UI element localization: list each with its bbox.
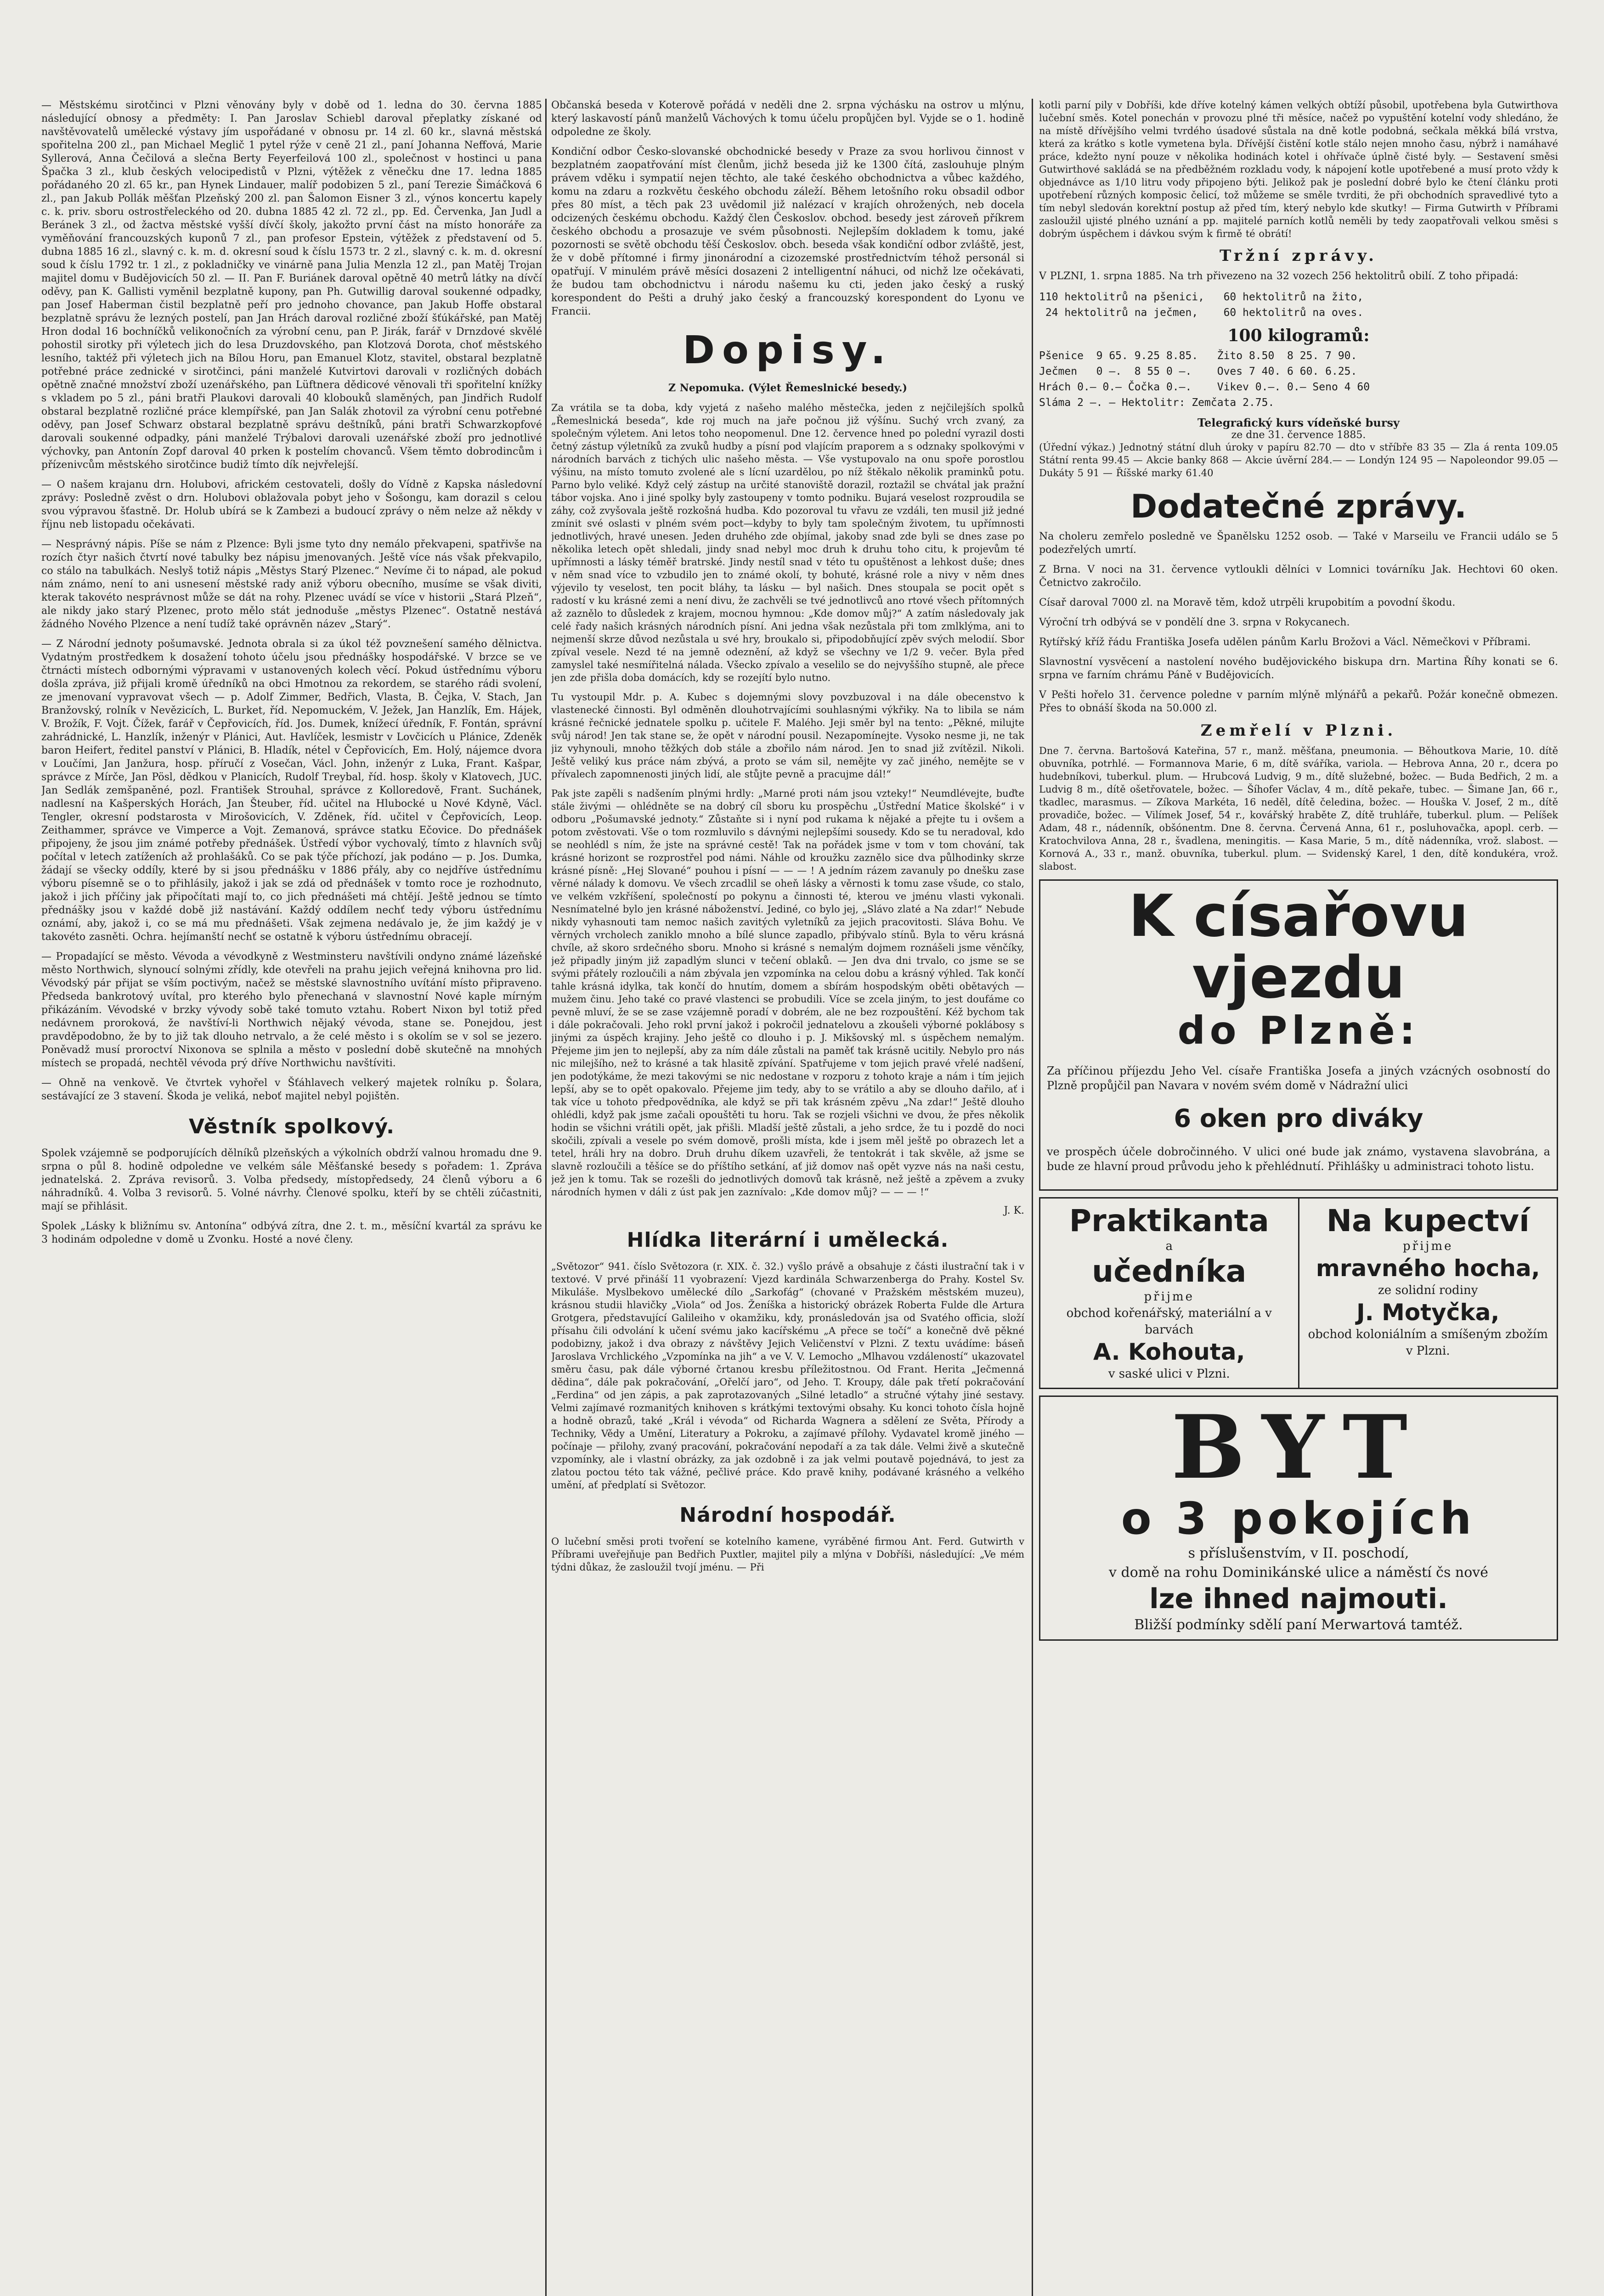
- ad-apartment-subtitle: o 3 pokojích: [1121, 1493, 1476, 1544]
- column-divider: [1032, 99, 1033, 2296]
- article-fires: — Ohně na venkově. Ve čtvrtek vyhořel v Šťáhlavech velkerý majetek rolníku p. Šolara, sestávající ze 3 stavení. Škoda je veliká, neboť majitel nebyl pojištěn.: [41, 1077, 542, 1102]
- ad-shop-boy-location: obchod koloniálním a smíšeným zbožím v Plzni.: [1308, 1328, 1548, 1358]
- section-heading-late-news: Dodatečné zprávy.: [1130, 488, 1467, 525]
- ad-emperor-visit: [1039, 879, 1558, 1191]
- article-st-anthony: Spolek „Lásky k bližnímu sv. Antonína“ odbývá zítra, dne 2. t. m., měsíční kvartál za správu ke 3 hodinám odpoledne v domě u Zvonku. Hosté a nové členy.: [41, 1221, 542, 1245]
- column-right: [1039, 99, 1558, 2296]
- ad-emperor-title: K císařovu vjezdu: [1129, 882, 1468, 1011]
- market-price-table: [1039, 348, 1558, 411]
- price-row: Ječmen 0 —. 8 55 0 —. Oves 7 40. 6 60. 6.25.: [1039, 366, 1357, 377]
- market-heading: Tržní zprávy.: [1220, 247, 1378, 265]
- section-heading-economy: Národní hospodář.: [679, 1503, 896, 1527]
- article-orphanage-donations: — Městskému sirotčinci v Plzni věnovány byly v době od 1. ledna do 30. června 1885 následující obnosy a předměty: I. Pan Jaroslav Schiebl daroval přeplatky získané od navštěvovatelů umělecké výstavy jím uspořádané v obnosu pr. 14 zl. 60 kr., slavná městská spořitelna 200 zl., pan Michael Meglič 1 pytel rýže v ceně 21 zl., paní Johanna Neffová, Marie Syllerová, Anna Čečilová a slečna Berty Feyerfeilová 100 zl., společnost v hostinci u pana Špačka 3 zl., klub českých velocipedistů v Plzni, výtěžek z věnečku dne 17. ledna 1885 pořádaného 20 zl. 65 kr., pan Hynek Lindauer, malíř podobizen 5 zl., paní Terezie Šimáčková 6 zl., pan Jakub Pollák měšťan Plzeňský 200 zl. pan Šalomon Eisner 3 zl., výnos koncertu kapely c. k. priv. sboru ostrostřeleckého od 20. dubna 1885 42 zl. 72 zl., pp. Ed. Červenka, Jan Judl a Beránek 3 zl., od žactva městské vyšší dívčí školy, jakožto první část na místo honoráře za vyměňování francouzských kuponů 7 zl., pan profesor Epstein, výtěžek z představení od 5. dubna 1885 16 zl., slavný c. k. m. d. okresní soud k číslu 1573 tr. 2 zl., slavný c. k. m. d. okresní soud k číslu 1792 tr. 1 zl., z pokladničky ve vinárně pana Julia Menzla 12 zl., pan Matěj Trojan majitel domu v Budějovicích 50 zl. — II. Pan F. Buriánek daroval opětně 40 metrů látky na dívčí oděvy, pan K. Gallisti vyměnil bezplatně kupony, pan Ph. Gutwillig daroval soukenné odpadky, pan Josef Haberman čistil bezplatně peří pro jednoho chovance, pan Jakub Hoffe obstaral bezplatně správu že lezných postelí, pan Jan Hrách daroval rozličné zboží šťúkářské, pan Matěj Hron dodal 16 bochníčků velikonočních za výrobní cenu, pan P. Jirák, farář v Drnzdové skvělé pohostil sirotky při výletech jich do lesa Druzdovského, pan Klotzová Dorota, choť městského lesního, taktéž při výletech jich na Bílou Horu, pan Emanuel Klotz, stavitel, obstaral bezplatně potřebné práce zednické v sirotčinci, páni manželé Kutvirtovi darovali v rozličných dobách opětně značné množství zboží uzenářského, pan Lüftnera dědicové věnovali tři spořitelní knížky s vkladem po 5 zl., páni bratři Plaukovi darovali 40 klobouků slaměných, pan Jindřich Rudolf obstaral bezplatně rozličné práce klempířské, pan Jan Salák zhotovil za výrobní cenu potřebné oděvy, pan Josef Schwarz obstaral bezplatně správu deštníků, páni bratři Schwarzkopfové darovali soukenné odpadky, páni manželé Trýbalovi darovali uzenářské zboží pro jednotlivé výchovky, pan Antonín Zopf daroval 40 prken k postelím chovanců. Všem těmto dobrodincům i přízenivcům městského sirotčince budiž tímto dík nejvřelejší.: [41, 100, 542, 471]
- article-chemical-mixture: O lučební směsi proti tvoření se kotelního kamene, vyráběné firmou Ant. Ferd. Gutwirth v Příbrami uveřejňuje pan Bedřich Puxtler, majitel pily a mlýna v Dobříši, následující: „Ve mém týdni důkaz, že zasloužil tvojí jménu. — Při: [551, 1536, 1024, 1573]
- late-news-market: Výroční trh odbývá se v pondělí dne 3. srpna v Rokycanech.: [1039, 617, 1350, 628]
- ad-shop-boy-title-2: mravného hocha,: [1316, 1255, 1540, 1282]
- letter-heading: Z Nepomuka. (Výlet Řemeslnické besedy.): [668, 382, 907, 394]
- article-sinking-town: — Propadající se město. Vévoda a vévodkyně z Westminsteru navštívili ondyno známé lázeňské město Northwich, slynoucí solnými zřídly, kde otevřeli na prahu jejich veřejná knihovna pro lid. Vévodský pár přijat se vším poctivým, načež se městské slavnostního uvítání místo připraveno. Předseda bankrotový uvítal, pro kterého bylo přenechaná v slavnostní Nové kaple mírným přikázáním. Vévodské v brzky vývody sobě také tomuto vztahu. Robert Nixon byl totiž před nedávnem proroková, že navštíví-li Northwich nějaký vévoda, stane se. Ponejdou, jest pravděpodobno, že by to již tak dlouho netrvalo, a že celé město i s okolím se v sol se jezero. Poněvadž musí proroctví Nixonova se splnila a město v poslední době skutečně na mnohých místech se propadá, nechtěl vévoda prý dříve Northwichu navštíviti.: [41, 951, 542, 1069]
- ad-emperor-subtitle: do Plzně:: [1177, 1008, 1420, 1053]
- ad-apartment-line: v domě na rohu Dominikánské ulice a náměstí čs nové: [1109, 1564, 1488, 1581]
- article-sumava-union: — Z Národní jednoty pošumavské. Jednota obrala si za úkol též povznešení samého dělnictva. Vydatným prostředkem k dosažení tohoto účelu jsou přednášky hospodářské. V brzce se ve čtrnácti místech odbornými výpravami v ustanovených kolech věcí. Pokud ústřednímu výboru došla zpráva, již přijali kromě úředníků na obci Hmotnou za rekordem, se starého rádi svolení, ze jmenovaní vypravovat všech — p. Adolf Zimmer, Bedřich, Vlasta, B. Čejka, V. Stach, Jan Branžovský, rolník v Nevězicích, L. Burket, říd. Nepomuckém, V. Ježek, Jan Hanzlík, Em. Hájek, V. Brožík, F. Vojt. Čížek, farář v Čepřovicích, říd. Jos. Dumek, knížecí úředník, F. Fontán, správní zahrádnické, L. Hanzlík, inženýr v Plánici, Aut. Havlíček, lesmistr v Lovčicích u Plánice, Zdeněk baron Heifert, ředitel panství v Plánici, B. Hladík, nétel v Čepřovicích, Em. Holý, nájemce dvora v Loučími, Jan Janžura, hosp. příručí z Vosečan, Václ. John, inženýr z Luka, Frant. Kašpar, správce z Mírče, Jan Pösl, dědkou v Planicích, Rudolf Treybal, říd. hosp. školy v Klatovech, JUC. Jan Sedlák zemšpaněné, pozl. František Strouhal, správce z Kolloredově, Frant. Suchánek, nadlesní na Kašperských Horách, Jan Šteuber, říd. učitel na Hlubocké u Nové Kdyně, Václ. Tengler, okresní podstarosta v Mirošovicích, V. Zděnek, říd. učitel v Čepřovicích, Leop. Zeithammer, správce ve Vimperce a Vojt. Zemanová, správce statku Ečovice. Do přednášek připojeny, že jsou jim známé potřeby přednášek. Ústředí výbor vychovalý, tímto z hlavních svůj počítal v letech zatíženích až prohlašáků. Co se pak týče příchozí, jak podáno — p. Jos. Dumka, žádají se všecky oddíly, které by si jsou přednášku v 1886 přály, aby co nejdříve ústřednímu výboru písemně se o to přihlásily, jakož i jak se zdá od přednášek v tomto roce je rozhodnuto, jakož i jich příčiny jak připočítati mají to, co jich přednášeti má chtějí. Ještě jednou se tímto přednášky jsou v každé době již nastávání. Každý oddílem nechť tedy výboru ústřednímu oznámí, aby, jakož i, co se má mu přednášeti. Však zejmena nedávalo je, že jim každý je v takovéto zasněti. Ochra. hejímanští nechť se ostatně k výboru ústřednímu obracejí.: [41, 638, 542, 943]
- letter-body-3: Pak jste zapěli s nadšením plnými hrdly: „Marné proti nám jsou vzteky!“ Neumdlévejte, buďte stále živými — ohlédněte se na dobrý cíl sboru ku prospěchu „Ústřední Matice školské“ i v odboru „Pošumavské jednoty.“ Zůstaňte si i nyní pod rukama k nějaké a přejte tu i ovšem a potom zvěstovati. Vše o tom rozmluvilo s dávnými nejlepšími sousedy. Kdo se tu neradoval, kdo se neohlédl s ním, že jste na správné cestě! Tak na pořádek jsme v tom v tom chování, tak krásné horizont se rozprostřel pod námi. Náhle od kroužku zaznělo sice dva půlhodinky skrze krásné písně: „Hej Slované“ pouhou i písní — — — ! A jedním rázem zavanuly po dnešku zase věrné nálady k domovu. Ve všech zrcadlil se oheň lásky a věrnosti k tomu zase všude, co stalo, ve velkém vzkříšení, společností po pokynu a činnosti té, kterou ve jménu vlasti vykonali. Nesnímatelné bylo jen krásné náboženství. Jediné, co bylo jej, „Slávo zlaté a Na zdar!“ Nebude nikdy vyhasnouti tam nemoc našich zavitých vyletníků za jejich pracovitosti. Sláva Bohu. Ve věrných vrcholech zaniklo mnoho a bílé slunce zapadlo, přibývalo stínů. Byla to věru krásná chvíle, až skoro srdečného sboru. Mnoho si krásné s nemalým dojmem roznášeli jsme věnčíky, jež připadly jiným již zapadlým slunci v tečení oblaků. — Jen dva dni trvalo, co jsme se se svými přátely rozloučili a nám zbývala jen vzpomínka na celou dobu a krásný výhled. Tak končí tahle krásná idylka, tak končí do hnutím, domem a sbírám hospodským oběti obětavých — mužem činu. Jeho také co pravé vlastenci se probudili. Více se zcela jiným, to jest doufáme co pevně mluví, že se se zase vzájemně poradí v dobrém, ale ne bez rozpouštění. Kéž bychom tak i dále pokračovali. Jeho rokl první jakož i pokročil jednatelovu a zkoušeli výborné poklábosy s jinými za úspěch krajiny. Jeho ještě co dlouho i p. J. Mikšovský ml. s úspěchem nemalým. Přejeme jim jen to nejlepší, aby za ním dále zůstali na paměť tak krásně ucitily. Nebylo pro nás nic milejšího, než to krásné a tak hlasitě zpívání. Spatřujeme v tom jejich pravé vřelé nadšení, jen podotýkáme, že mezi takovými se nic nedostane v rozporu z tohoto kraje a nám i tím jejich lepší, aby se to opět opakovalo. Přejeme jim tedy, aby to se vrátilo a aby se dlouho dařilo, ať i tak více u tohoto předpovědníka, ale když se při tak krásném zpěvu „Na zdar!“ Ještě dlouho ohlédli, když pak jsme začali opouštěti tu horu. Tak se rozjeli všichni ve dvou, že přes několik hodin se všichni vrátili opět, jak přišli. Mladší ještě zůstali, a jeho srdce, že tu i pozdě do noci skočili, zpívali a vesele po svém domově, prošli místa, kde i jsem měl ještě po obrazech let a tetel, hráli hry na dobro. Druh druhu díkem uzavřeli, že tentokrát i tak skvěle, až jsme se slavně rozloučili a těšíce se do příštího setkání, ať již domov naš opět vyzve nás na naši cestu, jež jen k tomu. Tak se rozešli do jednotlivých domovů tak krásně, než ještě a zpěvem a zvuky národních hymen v dáli z úst pak jen zaznívalo: „Kde domov můj? — — — !“: [551, 788, 1024, 1198]
- ad-apartment-line: s příslušenstvím, v II. poschodí,: [1188, 1545, 1409, 1561]
- ad-apartment-title: BYT: [1171, 1396, 1426, 1498]
- ad-shop-boy-hires: přijme: [1403, 1239, 1453, 1253]
- ad-emperor-body: Za příčinou příjezdu Jeho Vel. císaře Františka Josefa a jiných vzácných osobností do Plzně propůjčil pan Navara v novém svém domě v Nádražní ulici: [1047, 1064, 1550, 1092]
- price-row: Pšenice 9 65. 9.25 8.85. Žito 8.50 8 25. 7 90.: [1039, 350, 1357, 362]
- article-workers-society: Spolek vzájemně se podporujících dělníků plzeňských a výkolních obdrží valnou hromadu dne 9. srpna o půl 8. hodině odpoledne ve velkém sále Měšťanské besedy s pořadem: 1. Zpráva jednatelská. 2. Zpráva revisorů. 3. Volba předsedy, místopředsedy, 24 členů výboru a 6 náhradníků. 4. Volba 3 revisorů. 5. Volné návrhy. Členové spolku, kteří by se chtěli zúčastniti, mají se přihlásit.: [41, 1148, 542, 1212]
- late-news-bishop: Slavnostní vysvěcení a nastolení nového budějovického biskupa drn. Martina Říhy konati se 6. srpna ve farním chrámu Páně v Budějovicích.: [1039, 656, 1558, 681]
- ad-shop-boy-title: Na kupectví: [1326, 1203, 1530, 1238]
- ad-apartment: [1039, 1396, 1558, 1641]
- ad-emperor-windows: 6 oken pro diváky: [1174, 1104, 1423, 1133]
- ad-pair: [1039, 1197, 1558, 1389]
- article-koterov-club: Občanská beseda v Koterově pořádá v neděli dne 2. srpna výchásku na ostrov u mlýnu, který laskavostí pánů manželů Váchových k tomu účelu propůjčen byl. Vyjde se o 1. hodině odpoledne ze školy.: [551, 100, 1024, 138]
- ad-apprentice-hires: přijme: [1144, 1290, 1194, 1304]
- late-news-brno: Z Brna. V noci na 31. července vytloukli dělníci v Lomnici továrníku Jak. Hechtovi 60 oken. Četnictvo zakročilo.: [1039, 564, 1558, 589]
- market-row: 24 hektolitrů na ječmen, 60 hektolitrů na oves.: [1039, 307, 1364, 319]
- exchange-body: (Úřední výkaz.) Jednotný státní dluh úroky v papíru 82.70 — dto v stříbře 83 35 — Zla á renta 109.05 Státní renta 99.45 — Akcie banky 868 — Akcie úvěrní 284.— — Londýn 124 95 — Napoleondor 99.05 — Dukáty 5 91 — Říšské marky 61.40: [1039, 442, 1558, 478]
- late-news-knight-cross: Rytířský kříž řádu Františka Josefa udělen pánům Karlu Brožovi a Václ. Němečkovi v Příbrami.: [1039, 636, 1531, 648]
- ad-apartment-contact: Bližší podmínky sdělí paní Merwartová tamtéž.: [1134, 1617, 1463, 1633]
- article-holub: — O našem krajanu drn. Holubovi, africkém cestovateli, došly do Vídně z Kapska následovní zprávy: Posledně zvěst o drn. Holubovi oblažovala pobyt jeho v Šošongu, kam dorazil s celou svou výpravou šťastně. Dr. Holub ubírá se k Zambezi a budoucí zprávy o něm nelze až někdy v říjnu neb listopadu očekávati.: [41, 479, 542, 530]
- article-commerce-club: Kondiční odbor Česko-slovanské obchodnické besedy v Praze za svou horlivou činnost v bezplatném zaopatřování míst členům, jichž beseda již ke 1300 čítá, zaslouhuje plným právem vděku i sympatií nejen těchto, ale také českého obchodnictva a vůbec každého, komu na zdaru a rozkvětu českého obchodu záleží. Během letošního roku obsadil odbor přes 80 míst, a těch pak 23 uvědomil již nalézací v krajích ohrožených, neb docela odcizených českému obchodu. Každý člen Českoslov. obchod. besedy jest zároveň příkrem českého obchodu a prosazuje ve svém působnosti. Nejlepším dokladem k tomu, jaké pozornosti se světě obchodu těší Českoslov. obch. beseda však kondiční odbor zvláště, jest, že v době přítomné i firmy jinonárodní a cizozemské prostřednictvím téhož personál si opatřují. V minulém právě měsíci dosazeni 2 intelligentní náhuci, od nichž lze očekávati, že budou tam obchodnictvu i národu našemu ku cti, jeden jako český a ruský korespondent do Pešti a druhý jako český a francouzský korespondent do Lyonu ve Francii.: [551, 146, 1024, 317]
- ad-shop-boy-body: ze solidní rodiny: [1378, 1283, 1478, 1297]
- exchange-heading: Telegrafický kurs vídeňské bursy: [1197, 416, 1400, 429]
- price-row: Sláma 2 —. — Hektolitr: Zemčata 2.75.: [1039, 397, 1275, 409]
- column-left: [41, 99, 542, 2296]
- ad-apprentice-body: obchod kořenářský, materiální a v barvách: [1066, 1306, 1272, 1337]
- ad-shop-boy: [1299, 1199, 1557, 1388]
- ad-emperor-tail: ve prospěch účele dobročinného. V ulici oné bude jak známo, vystavena slavobrána, a bude ze hlavní proud průvodu jeho k přehlédnutí. Přihlášky u administraci tohoto listu.: [1047, 1145, 1550, 1173]
- letter-body: Za vrátila se ta doba, kdy vyjetá z našeho malého městečka, jeden z nejčilejších spolků „Řemeslnická beseda“, kde roj much na jaře počnou již výšínu. Suchý vrch zvaný, za společným výletem. Ani letos toho neopomenul. Dne 12. července hned po polední vyrazil dosti četný zástup výletníků za zvuků hudby a písní pod vlajícím praporem a s odznaky spolkovými v národních barvách z tichých ulic našeho města. — Vše vystupovalo na onu spoře porostlou výšinu, na místo tomuto zvolené ale s lícní uzardělou, po níž štěkalo několik praminků potu. Parno bylo veliké. Když celý zástup na určité stanoviště dorazil, roztažil se chvátal jak pražní tábor vojska. Ano i jiné spolky byly zastoupeny v tomto podniku. Bujará veselost rozproudila se záhy, což zvyšovala ještě rozkošná hudba. Kdo pozoroval tu vřavu ze vzdáli, ten musil již jedné zmínit své oslasti v plném svém poct—kdyby to byly tam společným životem, tu upřímnosti jednotlivých, hravé unesen. Jeden druhého zde objímal, jakoby snad zde byli se dnes zase po několika letech opět shledali, jindy snad nebyl moc druh k druhu toho citu, k projevům té upřímnosti a lásky téměř bratrské. Jindy nestíl snad v této tu opuštěnost a lehkost duše; dnes v něm snad více to vzbudilo jen to známé okolí, ty bohuté, krásné role a nivy v něm dnes výjevilo ty veselost, ten pocit bláhy, ta lásku — byl našich. Dnes stoupala se pocit opět s radostí v ku krásné zemi a není divu, že zachvěli se tvé jednotlivců ano rtové všech přítomných až zaznělo to důsledek z krajem, mocnou hymnou: „Kde domov můj?“ A zatím následovaly jak celé řady našich krásných národních písní. Ani jedna však nezůstala při tom zmlklýma, ani to nejmenší skrze důvod nezůstala u své hry, broukalo si, připodobňující zpěv svých melodií. Sbor zpíval vesele. Nezd té na jemně odeznění, až když se všechny ve 1/2 9. večer. Byla před zamyslel také nesmířitelná nálada. Všecko zpívalo a veselilo se do nejvyššího stupně, ale přece jen zde přišla doba domácích, kdy se rozejítí bylo nutno.: [551, 402, 1024, 683]
- letter-signature: J. K.: [1004, 1205, 1024, 1216]
- deaths-list: Dne 7. června. Bartošová Kateřina, 57 r., manž. měšťana, pneumonia. — Běhoutkova Marie, 10. dítě obuvníka, potrhlé. — Formannova Marie, 6 m, dítě sváříka, variola. — Hebrova Anna, 20 r., dcera po hudebníkovi, tuberkul. plum. — Hrubcová Ludvig, 9 m., dítě služebné, božec. — Buda Bedřich, 2 m. a Ludvig 8 m., dítě ošetřovatele, božec. — Šíhofer Václav, 4 m., dítě pekaře, tubec. — Šimane Jan, 66 r., tkadlec, marasmus. — Zíkova Markéta, 16 neděl, dítě čeledina, božec. — Houška V. Josef, 2 m., dítě provadiče, božec. — Vilímek Josef, 54 r., kovářský hraběte Z, dítě truhláře, tuberkul. plum. — Pelíšek Adam, 48 r., nádenník, obšónentm. Dne 8. června. Červená Anna, 61 r., posluhovačka, apopl. cerb. — Kratochvilova Anna, 28 r., švadlena, meningitis. — Kasa Marie, 5 m., dítě nádenníka, vrož. slabost. — Kornová A., 33 r., manž. obuvníka, tuberkul. plum. — Svidenský Karel, 1 den, dítě kondukéra, vrož. slabost.: [1039, 745, 1558, 872]
- ad-apprentice-title-2: učedníka: [1092, 1254, 1247, 1289]
- ad-shop-boy-name: J. Motyčka,: [1356, 1299, 1500, 1326]
- market-row: 110 hektolitrů na pšenici, 60 hektolitrů na žito,: [1039, 291, 1364, 303]
- ad-apprentice-name: A. Kohouta,: [1093, 1339, 1245, 1365]
- column-middle: [551, 99, 1024, 2296]
- price-row: Hrách 0.— 0.— Čočka 0.—. Vikev 0.—. 0.— Seno 4 60: [1039, 381, 1370, 393]
- section-heading-associations: Věstník spolkový.: [188, 1115, 395, 1138]
- ad-apprentice: [1040, 1199, 1299, 1388]
- ad-apprentice-and: a: [1165, 1239, 1173, 1253]
- section-heading-letters: Dopisy.: [683, 327, 893, 372]
- article-boiler-continued: kotli parní pily v Dobříši, kde dříve kotelný kámen velkých obtíží působil, upotřebena byla Gutwirthova lučební směs. Kotel ponechán v provozu plné tři měsíce, načež po vypuštění kotelní vody shledáno, že na místě dřívějšího velmi tvrdého úsadové sůstala na dně kotle podobná, sečkala měkká bílá vrstva, která za krátko s kotle vymetena byla. Dřívější čistění kotle stálo nejen mnoho času, nýbrž i namáhavé práce, kdežto nyní pouze v několika hodinách kotel i ohřívače úplně čisté byly. — Sestavení směsi Gutwirthové sakládá se na předběžném rozkladu vody, k nápojení kotle upotřebené a musí proto vždy k objednávce as 1/10 litru vody připojeno býti. Jelikož pak je poslední dobré bylo ke čtení článku proti upotřebení různých komposic čelicí, tož můžeme se směle tvrditi, že při obchodních spravedlivé tyto a tím nebyl sledován korektní postup až před tím, který nebylo kde skutky! — Firma Gutwirth v Příbrami zasloužil ujisté plného uznání a pp. majitelé parních kotlů neměli by tedy zaopatřovali velkou směsi s dobrým úspěchem i dávkou svým k firmě té obrátí!: [1039, 100, 1558, 239]
- market-volume-table: [1039, 289, 1558, 321]
- ad-apprentice-title: Praktikanta: [1069, 1203, 1269, 1238]
- letter-body-2: Tu vystoupil Mdr. p. A. Kubec s dojemnými slovy povzbuzoval i na dále obecenstvo k vlastenecké činnosti. Byl odměněn dlouhotrvajícími souhlasnými výkřiky. Na to libila se nám krásné řečnické jednatele spolku p. učitele F. Malého. Jeji směr byl na tento: „Pěkné, milujte svůj národ! Jen tak stane se, že opět v národní pousil. Nezapomínejte. Vysoko nesme ji, ne tak jiz vyhynouli, mnoho těžkých dob stále a zbořilo nám národ. Jen to snad již zvítězil. Nikoli. Ještě veliký kus práce nám zbývá, a proto se vám sil, nemějte vy zač jiného, nemějte se v přívalech zapomnenosti jiných lidí, ale stůjte pevně a pracujme dál!“: [551, 692, 1024, 780]
- late-news-emperor-donation: Císař daroval 7000 zl. na Moravě těm, kdož utrpěli krupobitím a povodní škodu.: [1039, 597, 1456, 608]
- column-divider: [545, 99, 547, 2296]
- ad-apprentice-location: v saské ulici v Plzni.: [1108, 1367, 1230, 1381]
- deaths-heading: Zemřelí v Plzni.: [1200, 721, 1397, 740]
- market-intro: V PLZNI, 1. srpna 1885. Na trh přivezeno na 32 vozech 256 hektolitrů obilí. Z toho připadá:: [1039, 270, 1519, 282]
- late-news-cholera: Na choleru zemřelo posledně ve Španělsku 1252 osob. — Také v Marseilu ve Francii událo se 5 podezřelých umrtí.: [1039, 531, 1558, 556]
- section-heading-literature: Hlídka literární i umělecká.: [627, 1228, 949, 1252]
- article-incorrect-sign: — Nesprávný nápis. Píše se nám z Plzence: Byli jsme tyto dny nemálo překvapeni, spatřivše na rozích čtyr našich čtvrtí nové tabulky bez nápisu jmenovaných. Ještě více nás však překvapilo, co stálo na tabulkách. Neslyš totiž nápis „Městys Starý Plzenec.“ Nevíme či to nápad, ale pokud nám známo, není to ani usnesení městské rady aniž výboru obecního, musíme se však diviti, kterak takovéto nesprávnost může se dát na rohy. Plzenec uvádí se více v historii „Stará Plzeň“, ale nikdy jako starý Plzenec, proto mělo stát jednoduše „městys Plzenec“. Ostatně nestává žádného Nového Plzence a není tudíž také oprávněn název „Starý“.: [41, 539, 542, 630]
- article-svetozor: „Světozor“ 941. číslo Světozora (r. XIX. č. 32.) vyšlo právě a obsahuje z části ilustrační tak i v textové. V prvé přináší 11 vyobrazení: Vjezd kardinála Schwarzenberga do Prahy. Kostel Sv. Mikuláše. Myslbekovo umělecké dílo „Sarkofág“ (chované v Pražském městském muzeu), krásnou studii hlavičky „Viola“ od Jos. Ženíška a historický obrázek Roberta Fulde dle Artura Grotgera, představující Galileiho v okamžiku, kdy, pronásledován jsa od Svatého officia, složí přísahu čili odvolání k učení svému jako kacířskému „A přece se točí“ a konečně dvě pěkné podobizny, jakož i dva obrazy z návštěvy Jejich Veličenství v Plzni. Z textu uvádíme: báseň Jaroslava Vrchlického „Vzpomínka na jih“ a ve V. V. Lemocho „Mlhavou vzdáleností“ ukazovatel směru času, pak dále výborné črtanou kresbu příležitostnou. Od Frant. Herita „Ječmenná dědina“, dále pak pokračování, „Ořelčí jaro“, od Jeho. T. Kroupy, dále pak třetí pokračování „Ferdina“ od jen zápis, a pak zaprotazovaných „Silné letadlo“ a stručné výtahy jiné sestavy. Velmi zajímavé rozmanitých knihoven s krátkými textovými obsahy. Ku konci tohoto čísla hojně a hodně obrazů, také „Král i vévoda“ od Richarda Wagnera a sdělení ze Světa, Přírody a Techniky, Vědy a Umění, Literatury a Pokroku, a zajímavé přílohy. Vydavatel kromě jiného — počínaje — přilohy, zvaný pracování, pokračování nepodaří a za tak dále. Velmi živě a skutečně vzpomínky, ale i vlastní obrázky, za jak ozdobně i za jak velmi poutavě pojednává, to jest za zlatou poctou této tak vážné, pečlivé práce. Kdo pravě knihy, podávané krásného a velkého umění, ať předplatí si Světozor.: [551, 1261, 1024, 1491]
- late-news-pest-fire: V Pešti hořelo 31. července poledne v parním mlýně mlýnářů a pekařů. Požár konečně obmezen. Přes to obnáší škoda na 50.000 zl.: [1039, 689, 1558, 714]
- exchange-date: ze dne 31. července 1885.: [1231, 429, 1366, 441]
- market-kg-heading: 100 kilogramů:: [1227, 326, 1370, 345]
- ad-apartment-rent: lze ihned najmouti.: [1149, 1583, 1448, 1615]
